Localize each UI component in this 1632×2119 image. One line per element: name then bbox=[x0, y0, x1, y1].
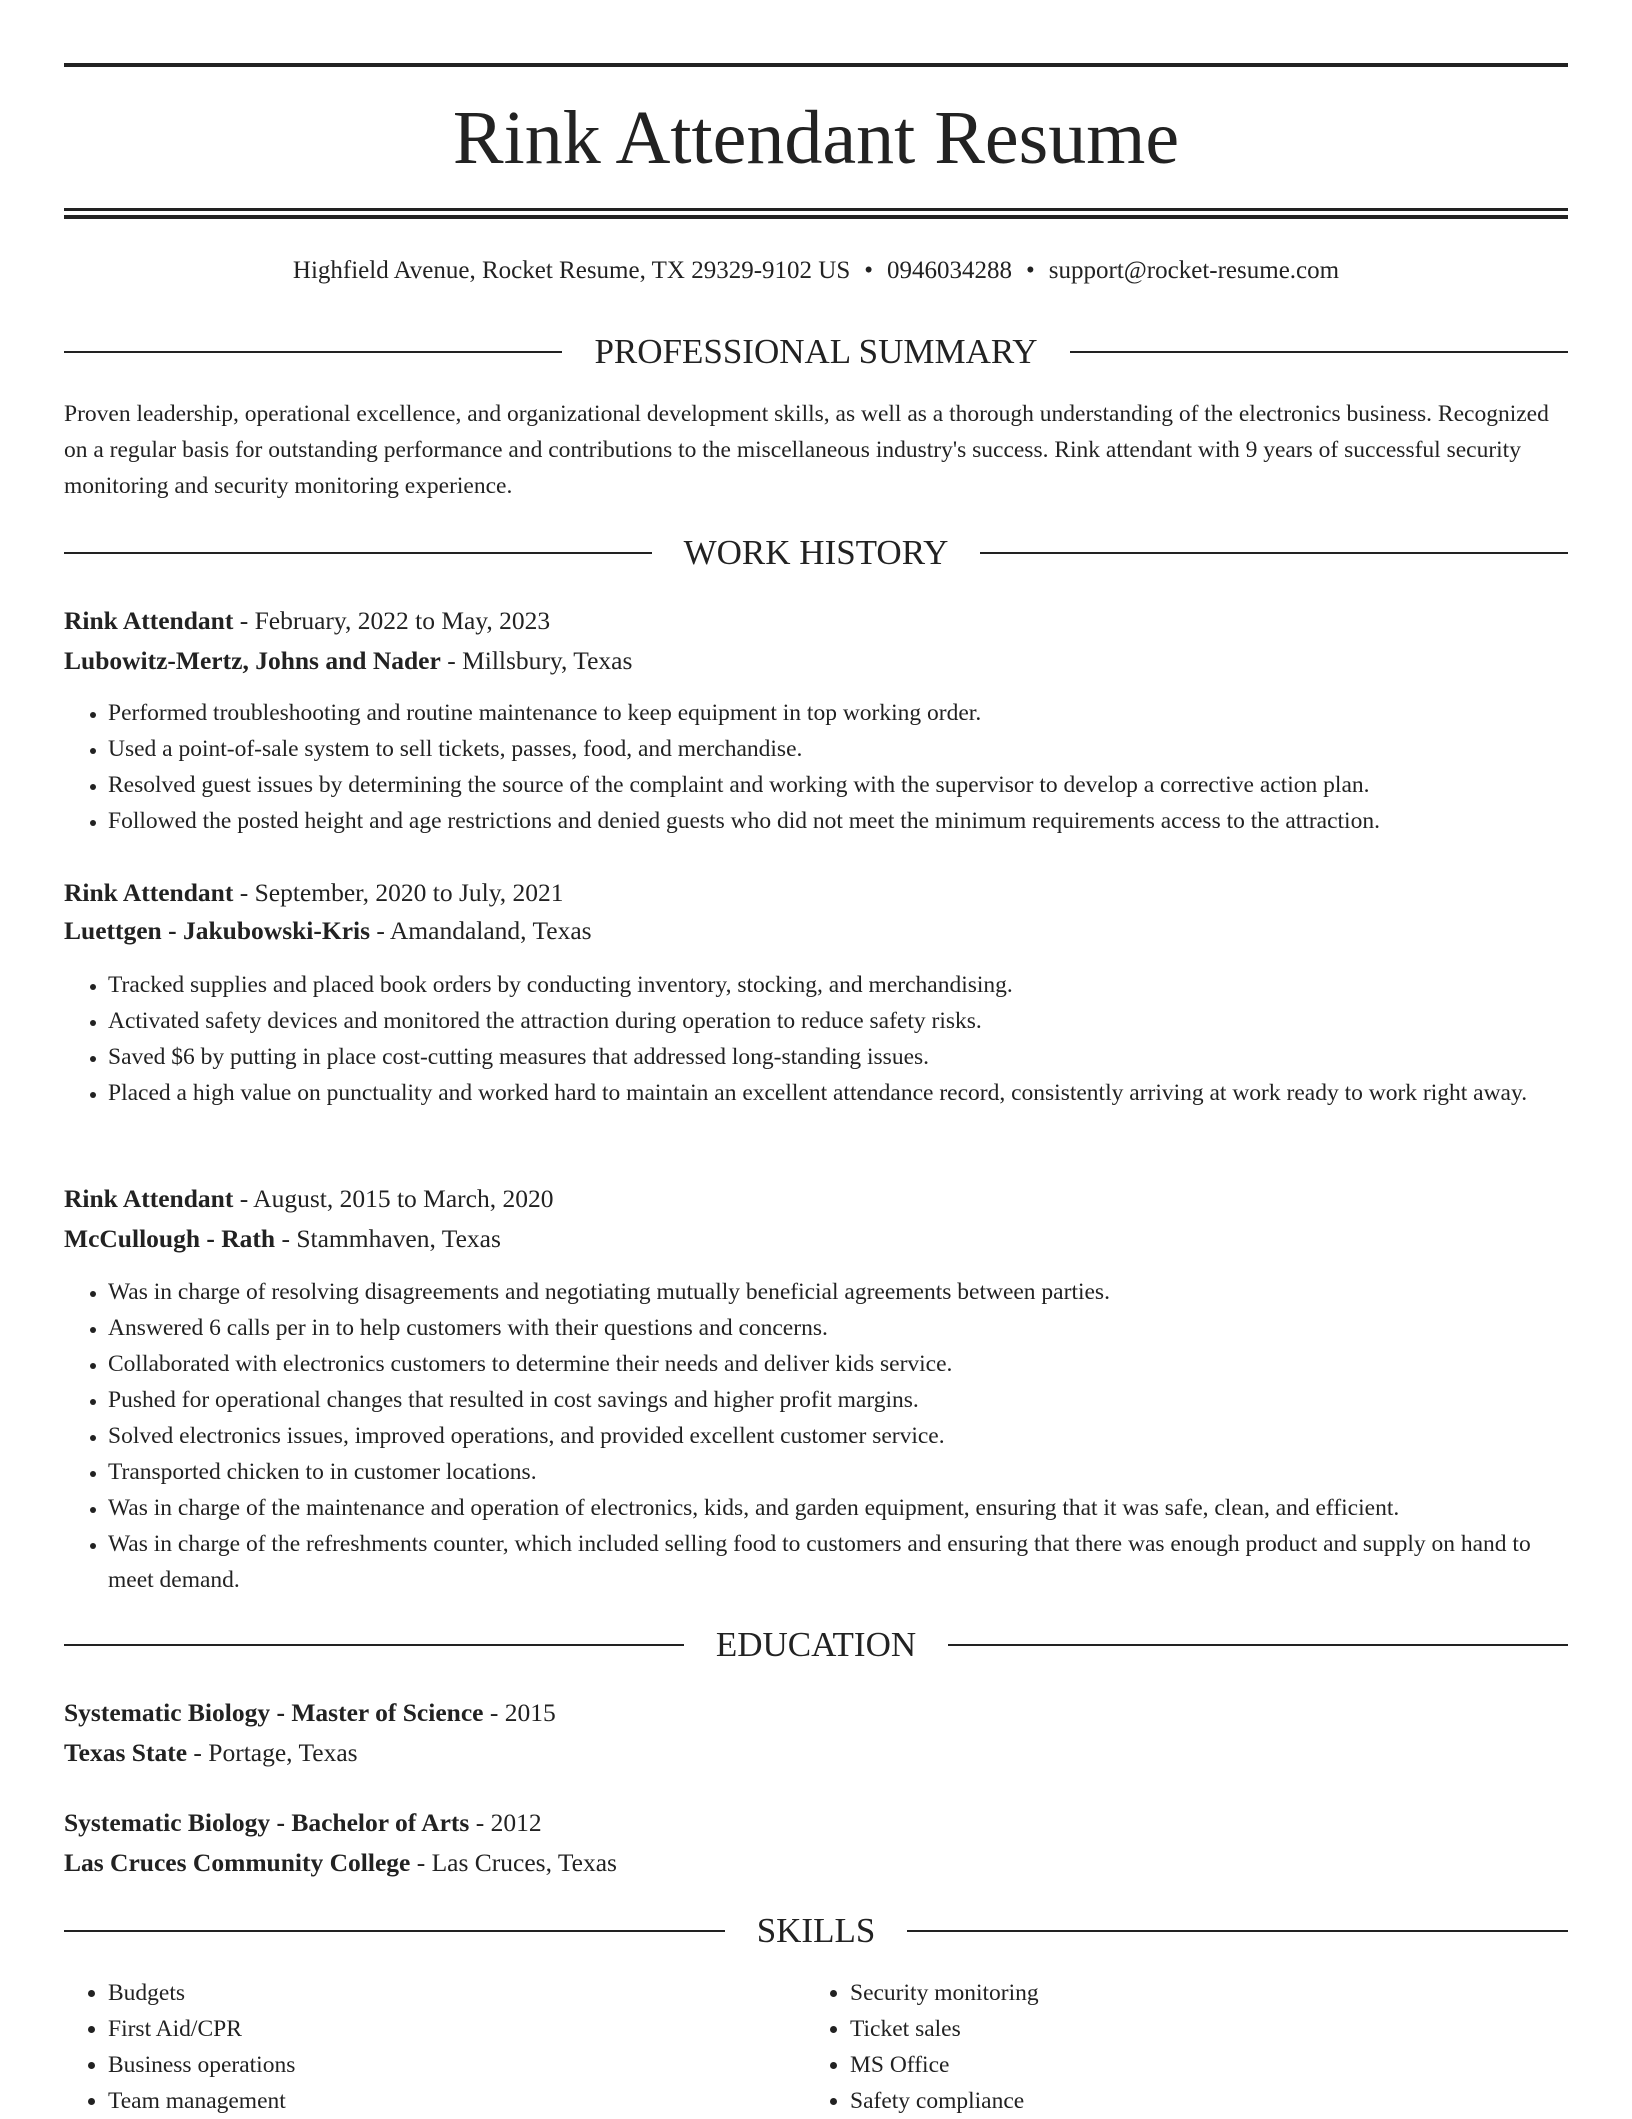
list-item: • Activated safety devices and monitored the attraction during operation to reduce safety risks. bbox=[108, 1003, 1568, 1039]
job-bullets bbox=[64, 1274, 1568, 1598]
contact-separator: • bbox=[1026, 257, 1035, 284]
skill-item: • Security monitoring bbox=[850, 1975, 1506, 2011]
education-year: - 2015 bbox=[483, 1698, 556, 1727]
title-double-rule bbox=[64, 208, 1568, 219]
education-location: - Las Cruces, Texas bbox=[410, 1848, 617, 1877]
list-item: • Was in charge of the refreshments counter, which included selling food to customers and ensuring that there was enough product and supply on hand to meet demand. bbox=[108, 1526, 1568, 1598]
list-item: • Answered 6 calls per in to help customers with their questions and concerns. bbox=[108, 1310, 1568, 1346]
skill-item: • Team management bbox=[108, 2083, 764, 2119]
heading-rule-right bbox=[907, 1930, 1568, 1932]
list-item: • Transported chicken to in customer locations. bbox=[108, 1454, 1568, 1490]
heading-rule-left bbox=[64, 351, 562, 353]
list-item: • Placed a high value on punctuality and worked hard to maintain an excellent attendance record, consistently arriving at work ready to work right away. bbox=[108, 1075, 1568, 1111]
list-item: • Saved $6 by putting in place cost-cutting measures that addressed long-standing issues. bbox=[108, 1039, 1568, 1075]
job-company: McCullough - Rath bbox=[64, 1224, 276, 1253]
education-year: - 2012 bbox=[469, 1808, 542, 1837]
skill-item: • Ticket sales bbox=[850, 2011, 1506, 2047]
job-title-line bbox=[64, 603, 1568, 639]
heading-rule-left bbox=[64, 1644, 684, 1646]
list-item: • Pushed for operational changes that resulted in cost savings and higher profit margins. bbox=[108, 1382, 1568, 1418]
skill-item: • Safety compliance bbox=[850, 2083, 1506, 2119]
list-item: • Performed troubleshooting and routine maintenance to keep equipment in top working order. bbox=[108, 695, 1568, 731]
education-school-line bbox=[64, 1845, 1568, 1881]
section-heading-label: WORK HISTORY bbox=[683, 533, 949, 572]
job-title-line bbox=[64, 1181, 1568, 1217]
education-degree: Systematic Biology - Bachelor of Arts bbox=[64, 1808, 470, 1837]
list-item: • Used a point-of-sale system to sell tickets, passes, food, and merchandise. bbox=[108, 731, 1568, 767]
job-location: - Amandaland, Texas bbox=[370, 916, 592, 945]
contact-email: support@rocket-resume.com bbox=[1048, 257, 1340, 284]
section-heading-summary bbox=[64, 330, 1568, 374]
section-heading-work-history bbox=[64, 531, 1568, 575]
heading-rule-right bbox=[1070, 351, 1568, 353]
list-item: • Solved electronics issues, improved operations, and provided excellent customer service. bbox=[108, 1418, 1568, 1454]
job-bullets bbox=[64, 695, 1568, 839]
section-heading-education bbox=[64, 1623, 1568, 1667]
job-location: - Millsbury, Texas bbox=[440, 646, 633, 675]
job-location: - Stammhaven, Texas bbox=[275, 1224, 501, 1253]
skills-list-left bbox=[64, 1975, 764, 2119]
job-dates: - August, 2015 to March, 2020 bbox=[233, 1184, 554, 1213]
job-company-line bbox=[64, 913, 1568, 949]
education-degree: Systematic Biology - Master of Science bbox=[64, 1698, 484, 1727]
section-heading-label: SKILLS bbox=[756, 1911, 876, 1950]
contact-phone: 0946034288 bbox=[887, 257, 1013, 284]
education-school-line bbox=[64, 1735, 1568, 1771]
list-item: • Followed the posted height and age restrictions and denied guests who did not meet the minimum requirements access to the attraction. bbox=[108, 803, 1568, 839]
heading-rule-left bbox=[64, 552, 652, 554]
job-company-line bbox=[64, 1221, 1568, 1257]
job-bullets bbox=[64, 967, 1568, 1111]
list-item: • Tracked supplies and placed book orders by conducting inventory, stocking, and merchandising. bbox=[108, 967, 1568, 1003]
job-title: Rink Attendant bbox=[64, 606, 234, 635]
skill-item: • Business operations bbox=[108, 2047, 764, 2083]
skill-item: • First Aid/CPR bbox=[108, 2011, 764, 2047]
section-heading-label: EDUCATION bbox=[715, 1625, 917, 1664]
top-rule bbox=[64, 63, 1568, 67]
education-school: Las Cruces Community College bbox=[64, 1848, 411, 1877]
contact-separator: • bbox=[864, 257, 874, 284]
heading-rule-right bbox=[980, 552, 1568, 554]
list-item: • Resolved guest issues by determining the source of the complaint and working with the supervisor to develop a corrective action plan. bbox=[108, 767, 1568, 803]
heading-rule-left bbox=[64, 1930, 725, 1932]
heading-rule-right bbox=[948, 1644, 1568, 1646]
resume-title: Rink Attendant Resume bbox=[452, 96, 1180, 180]
contact-address: Highfield Avenue, Rocket Resume, TX 29329-9102 US bbox=[292, 257, 851, 284]
list-item: • Was in charge of resolving disagreements and negotiating mutually beneficial agreements between parties. bbox=[108, 1274, 1568, 1310]
job-dates: - February, 2022 to May, 2023 bbox=[233, 606, 551, 635]
list-item: • Collaborated with electronics customers to determine their needs and deliver kids service. bbox=[108, 1346, 1568, 1382]
skill-item: • Budgets bbox=[108, 1975, 764, 2011]
job-title-line bbox=[64, 875, 1568, 911]
job-title: Rink Attendant bbox=[64, 1184, 234, 1213]
education-degree-line bbox=[64, 1805, 1568, 1841]
job-dates: - September, 2020 to July, 2021 bbox=[233, 878, 564, 907]
education-school: Texas State bbox=[64, 1738, 188, 1767]
job-title: Rink Attendant bbox=[64, 878, 234, 907]
education-location: - Portage, Texas bbox=[187, 1738, 358, 1767]
list-item: • Was in charge of the maintenance and operation of electronics, kids, and garden equipment, ensuring that it was safe, clean, and efficient. bbox=[108, 1490, 1568, 1526]
job-company: Luettgen - Jakubowski-Kris bbox=[64, 916, 371, 945]
education-degree-line bbox=[64, 1695, 1568, 1731]
section-heading-skills bbox=[64, 1909, 1568, 1953]
skills-list-right bbox=[806, 1975, 1506, 2119]
job-company: Lubowitz-Mertz, Johns and Nader bbox=[64, 646, 441, 675]
section-heading-label: PROFESSIONAL SUMMARY bbox=[594, 332, 1038, 371]
skill-item: • MS Office bbox=[850, 2047, 1506, 2083]
summary-text: Proven leadership, operational excellence, and organizational development skills, as well as a thorough understanding of the electronics business. Recognized on a regular basis for outstanding performance and contributions to the miscellaneous industry's success. Rink attendant with 9 years of successful security monitoring and security monitoring experience. bbox=[64, 401, 1549, 499]
job-company-line bbox=[64, 643, 1568, 679]
contact-line bbox=[64, 253, 1568, 289]
